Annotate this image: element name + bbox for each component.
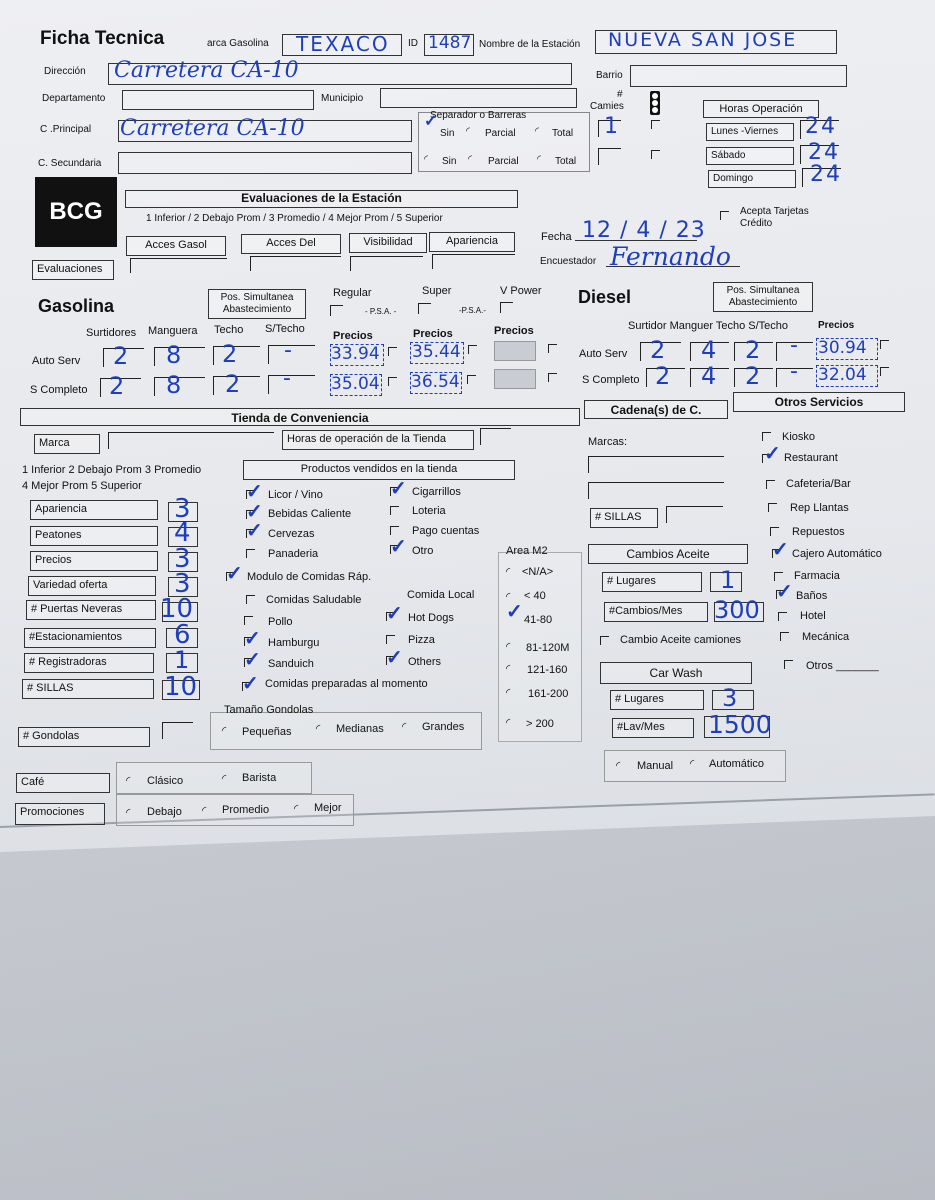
rating-sillas-label: # SILLAS [22,679,154,699]
gas-auto-super-check[interactable] [468,345,477,354]
preparadas-check-icon: ✓ [242,673,259,695]
tam-medianas-radio[interactable]: ◜ [316,723,321,735]
promo-promedio-radio[interactable]: ◜ [202,805,207,817]
cafe-label: Café [16,773,110,793]
diesel-auto-manguera: 4 [701,336,719,364]
prod-licor-check-icon: ✓ [246,481,263,503]
otros-banos: Baños [796,590,828,602]
c-secundaria-field[interactable] [118,152,412,174]
gas-full-stecho: - [283,366,293,391]
rating-estacionamientos-value: 6 [174,620,193,650]
promo-mejor: Mejor [314,802,342,814]
diesel-full-manguera: 4 [701,362,719,390]
cadena-marca-1-field[interactable] [588,456,724,473]
lav-mes-label: #Lav/Mes [612,718,694,738]
diesel-precios: Precios [818,320,855,331]
tienda-title: Tienda de Conveniencia [20,408,580,426]
carwash-title: Car Wash [600,662,752,684]
gas-auto-vpower-check[interactable] [548,344,557,353]
evaluaciones-title: Evaluaciones de la Estación [125,190,518,208]
otros-rep-llantas-check[interactable] [768,503,777,512]
otros-otros-check[interactable] [784,660,793,669]
gas-auto-stecho: - [284,338,294,363]
eval-visibilidad-field[interactable] [350,256,423,271]
gas-auto-super: 35.44 [412,342,461,362]
camiones2-check[interactable] [651,150,660,159]
otros-otros: Otros _______ [806,660,879,672]
cadena-sillas-label: # SILLAS [590,508,658,528]
food-hotdogs-label: Hot Dogs [408,612,454,624]
area-na: <N/A> [522,566,554,578]
direccion-value: Carretera CA-10 [114,58,299,83]
promociones-label: Promociones [15,803,105,825]
food-hamburgu-check-icon: ✓ [244,628,261,650]
food-hamburgu-label: Hamburgu [268,637,320,649]
otros-repuestos: Repuestos [792,526,845,538]
tienda-horas-label: Horas de operación de la Tienda [282,430,474,450]
cadena-marca-2-field[interactable] [588,482,724,499]
diesel-full-techo: 2 [745,362,763,390]
eval-col-apariencia: Apariencia [429,232,515,252]
otros-repuestos-check[interactable] [770,527,779,536]
modulo-label: Modulo de Comidas Ráp. [247,571,372,583]
area-label: Area M2 [506,545,548,557]
area-81-radio[interactable]: ◜ [506,641,511,653]
traffic-light-icon [646,90,664,116]
id-value: 1487 [428,33,472,53]
prod-loteria-check[interactable] [390,506,399,515]
gas-vpower-psa-check[interactable] [500,302,513,313]
gas-full-vpower-check[interactable] [548,373,557,382]
rating-registradoras-label: # Registradoras [24,653,154,673]
gas-super-label: Super [422,285,452,297]
horas-sab-value: 24 [808,140,840,165]
gas-auto-manguera: 8 [166,341,184,369]
diesel-full-price: 32.04 [818,365,867,385]
gas-auto-label: Auto Serv [32,355,81,367]
gas-precios-regular: Precios [333,330,373,342]
area-161: 161-200 [528,688,569,700]
cambios-lugares-label: # Lugares [602,572,702,592]
prod-cervezas-label: Cervezas [268,528,315,540]
sep2-sin[interactable]: Sin [442,156,457,167]
tam-pequenas-radio[interactable]: ◜ [222,725,227,737]
area-200-radio[interactable]: ◜ [506,717,511,729]
gas-col-surtidores: Surtidores [86,327,137,339]
camiones2-field[interactable] [598,148,621,165]
diesel-full-check[interactable] [880,367,889,376]
rating-sillas-value: 10 [164,672,198,702]
otros-kiosko: Kiosko [782,431,816,443]
barrio-field[interactable] [630,65,847,87]
encuestador-label: Encuestador [540,256,597,267]
diesel-auto-surtidor: 2 [650,336,668,364]
diesel-title: Diesel [578,287,632,307]
lav-mes-value: 1500 [708,710,772,739]
c-principal-label: C .Principal [40,124,92,135]
otros-farmacia-check[interactable] [774,572,783,581]
rating-apariencia-value: 3 [174,494,193,524]
cw-automatico-radio[interactable]: ◜ [690,758,695,770]
prod-cigarrillos-check-icon: ✓ [390,478,407,500]
area-40: < 40 [524,590,546,602]
horas-dom-label: Domingo [708,170,796,188]
prod-cigarrillos-label: Cigarrillos [412,486,461,498]
prod-pago-label: Pago cuentas [412,525,480,537]
food-pollo-label: Pollo [268,616,293,628]
cambios-title: Cambios Aceite [588,544,748,564]
cw-lugares-label: # Lugares [610,690,704,710]
gas-super-psa-check[interactable] [418,303,431,314]
eval-col-visibilidad: Visibilidad [349,233,427,253]
marca-label: arca Gasolina [207,38,269,49]
sep2-total-radio[interactable]: ◜ [537,154,541,165]
eval-acces-gasol-field[interactable] [130,258,227,273]
gas-col-techo: Techo [214,324,244,336]
evaluaciones-scale: 1 Inferior / 2 Debajo Prom / 3 Promedio / 4 Mejor Prom / 5 Superior [146,213,443,224]
saludable-label: Comidas Saludable [266,594,362,606]
horas-lv-label: Lunes -Viernes [706,123,794,141]
acepta-label-1: Acepta Tarjetas [740,206,809,217]
prod-loteria-label: Loteria [412,505,446,517]
eval-col-acces-del: Acces Del [241,234,341,254]
prod-pago-check[interactable] [390,526,399,535]
gas-auto-surtidores: 2 [113,342,131,370]
cambio-camiones-label: Cambio Aceite camiones [620,634,742,646]
rating-peatones-value: 4 [174,518,193,548]
diesel-auto-stecho: - [790,333,800,358]
modulo-check-icon: ✓ [226,563,243,585]
gondolas-label: # Gondolas [18,727,150,747]
sep2-parcial-radio[interactable]: ◜ [468,154,472,165]
gas-auto-regular-check[interactable] [388,347,397,356]
preparadas-label: Comidas preparadas al momento [265,678,428,690]
gas-full-super-check[interactable] [467,375,476,384]
otros-hotel: Hotel [800,610,826,622]
gas-full-vpower-field[interactable] [494,369,536,389]
gas-regular-psa: - P.S.A. - [365,307,397,316]
prod-bebidas-check-icon: ✓ [246,501,263,523]
otros-cajero: Cajero Automático [792,548,882,560]
diesel-pos-sim-1: Pos. Simultanea [726,285,800,296]
sep-parcial-radio[interactable]: ◜ [466,126,470,137]
evaluaciones-row-label: Evaluaciones [32,260,114,280]
c-secundaria-label: C. Secundaria [38,158,102,169]
gas-full-super: 36.54 [411,372,460,392]
prod-cervezas-check-icon: ✓ [246,520,263,542]
diesel-full-surtidor: 2 [655,362,673,390]
nombre-label: Nombre de la Estación [479,39,581,50]
direccion-label: Dirección [44,66,86,77]
tam-gondolas-label: Tamaño Gondolas [224,704,314,716]
area-161-radio[interactable]: ◜ [506,687,511,699]
gas-col-stecho: S/Techo [265,323,305,335]
cw-manual-radio[interactable]: ◜ [616,760,621,772]
cambio-camiones-check[interactable] [600,636,609,645]
area-200: > 200 [526,718,554,730]
gas-vpower-label: V Power [500,285,542,297]
rating-apariencia-label: Apariencia [30,500,158,520]
otros-restaurant-check-icon: ✓ [764,443,781,465]
diesel-auto-techo: 2 [745,336,763,364]
horas-sab-label: Sábado [706,147,794,165]
gas-precios-vpower: Precios [494,325,534,337]
otros-mecanica: Mecánica [802,631,850,643]
prod-otro-check-icon: ✓ [390,536,407,558]
tienda-scale-2: 4 Mejor Prom 5 Superior [22,480,142,492]
otros-rep-llantas: Rep Llantas [790,502,849,514]
eval-acces-del-field[interactable] [250,256,341,271]
gas-regular-label: Regular [333,287,372,299]
rating-variedad-label: Variedad oferta [28,576,156,596]
municipio-field[interactable] [380,88,577,108]
camiones-label-1: # [617,89,623,100]
gas-pos-sim-1: Pos. Simultanea [220,292,294,303]
cafe-barista-radio[interactable]: ◜ [222,773,227,785]
gas-full-techo: 2 [225,370,243,398]
camiones-label-2: Camies [590,101,624,112]
otros-cajero-check-icon: ✓ [772,539,789,561]
cambios-mes-value: 300 [714,596,760,624]
area-121-radio[interactable]: ◜ [506,663,511,675]
cadena-title: Cadena(s) de C. [584,400,728,419]
departamento-field[interactable] [122,90,314,110]
barrio-label: Barrio [596,70,623,81]
cw-automatico: Automático [709,758,765,770]
sep-parcial[interactable]: Parcial [485,128,516,139]
promo-mejor-radio[interactable]: ◜ [294,803,299,815]
cafe-clasico-radio[interactable]: ◜ [126,775,131,787]
camiones-value: 1 [604,114,620,139]
food-others-check-icon: ✓ [386,647,403,669]
sep2-parcial[interactable]: Parcial [488,156,519,167]
prod-panaderia-check[interactable] [246,549,255,558]
otros-restaurant: Restaurant [784,452,838,464]
tam-grandes-radio[interactable]: ◜ [402,721,407,733]
otros-cafeteria-check[interactable] [766,480,775,489]
area-na-radio[interactable]: ◜ [506,566,511,578]
promo-debajo-radio[interactable]: ◜ [126,807,131,819]
cw-manual: Manual [637,760,674,772]
gas-pos-sim-2: Abastecimiento [222,304,292,315]
diesel-pos-sim-2: Abastecimiento [728,297,798,308]
sep2-sin-radio[interactable]: ◜ [424,154,428,165]
area-81: 81-120M [526,642,570,654]
area-121: 121-160 [527,664,568,676]
diesel-pos-sim [713,282,813,312]
prod-otro-label: Otro [412,545,434,557]
diesel-auto-check[interactable] [880,340,889,349]
rating-estacionamientos-label: #Estacionamientos [24,628,156,648]
rating-puertas-label: # Puertas Neveras [26,600,156,620]
gas-full-regular: 35.04 [331,374,380,394]
food-sanduich-check-icon: ✓ [244,649,261,671]
cafe-clasico: Clásico [147,775,184,787]
prod-licor-label: Licor / Vino [268,489,323,501]
horas-title: Horas Operación [703,100,819,118]
rating-puertas-value: 10 [160,594,194,624]
otros-mecanica-check[interactable] [780,632,789,641]
gas-full-label: S Completo [30,384,88,396]
area-41-80[interactable]: 41-80 [524,614,553,626]
horas-lv-value: 24 [805,114,837,139]
cambios-lugares-value: 1 [720,566,738,594]
id-label: ID [408,38,418,49]
comida-local-label: Comida Local [407,589,475,601]
gas-full-regular-check[interactable] [388,377,397,386]
cambios-mes-label: #Cambios/Mes [604,602,708,622]
food-pizza-label: Pizza [408,634,435,646]
otros-kiosko-check[interactable] [762,432,771,441]
sep2-total[interactable]: Total [555,156,577,167]
food-hotdogs-check-icon: ✓ [386,603,403,625]
diesel-full-stecho: - [790,359,800,384]
otros-banos-check-icon: ✓ [776,581,793,603]
gas-precios-super: Precios [413,328,453,340]
eval-col-acces-gasol: Acces Gasol [126,236,226,256]
gas-auto-techo: 2 [222,340,240,368]
tam-pequenas: Pequeñas [242,726,292,738]
promo-promedio: Promedio [222,804,270,816]
area-40-radio[interactable]: ◜ [506,591,511,603]
otros-title: Otros Servicios [733,392,905,412]
gas-col-manguera: Manguera [148,325,198,337]
separador-sin-check-icon: ✓ [424,113,438,130]
tienda-horas-field[interactable] [480,428,511,445]
tam-grandes: Grandes [422,721,465,733]
tienda-scale-1: 1 Inferior 2 Debajo Prom 3 Promedio [22,464,202,476]
rating-peatones-label: Peatones [30,526,158,546]
gas-auto-regular: 33.94 [331,344,380,364]
gas-regular-psa-check[interactable] [330,305,343,316]
horas-dom-value: 24 [810,162,842,187]
food-others-label: Others [408,656,442,668]
tienda-marca-label: Marca [34,434,100,454]
departamento-label: Departamento [42,93,106,104]
gas-pos-sim [208,289,306,319]
food-sanduich-label: Sanduich [268,658,314,670]
gondolas-field[interactable] [162,722,193,739]
prod-bebidas-label: Bebidas Caliente [268,508,352,520]
otros-farmacia: Farmacia [794,570,840,582]
diesel-auto-label: Auto Serv [579,348,628,360]
sep-sin[interactable]: Sin [440,128,455,139]
gas-full-surtidores: 2 [109,372,127,400]
saludable-check[interactable] [246,595,255,604]
food-pollo-check[interactable] [244,616,253,625]
acepta-label-2: Crédito [740,218,773,229]
tienda-marca-field[interactable] [108,432,274,449]
promo-debajo: Debajo [147,806,182,818]
cadena-marcas-label: Marcas: [588,436,628,448]
camiones-check[interactable] [651,120,660,129]
cafe-group [116,762,312,794]
marca-value: TEXACO [296,32,390,56]
rating-variedad-value: 3 [174,569,193,599]
municipio-label: Municipio [321,93,364,104]
cafe-barista: Barista [242,772,277,784]
food-pizza-check[interactable] [386,635,395,644]
rating-precios-label: Precios [30,551,158,571]
rating-registradoras-value: 1 [174,646,192,674]
diesel-auto-price: 30.94 [818,338,867,358]
diesel-full-label: S Completo [582,374,640,386]
gas-super-psa: -P.S.A.- [459,306,486,315]
form-title: Ficha Tecnica [40,28,165,49]
area-41-80-check-icon: ✓ [506,601,523,623]
gasolina-title: Gasolina [38,296,115,316]
cw-lugares-value: 3 [722,684,740,712]
cadena-sillas-field[interactable] [666,506,723,523]
fecha-value: 12 / 4 / 23 [582,218,706,243]
prod-panaderia-label: Panaderia [268,548,319,560]
fecha-label: Fecha [541,231,572,243]
sep-total-radio[interactable]: ◜ [535,126,539,137]
separador-label: Separador o Barreras [430,110,527,121]
diesel-cols: Surtidor Manguer Techo S/Techo [628,320,788,332]
gas-auto-vpower-field[interactable] [494,341,536,361]
c-principal-value: Carretera CA-10 [120,116,305,141]
otros-cafeteria: Cafeteria/Bar [786,478,851,490]
rating-precios-value: 3 [174,544,193,574]
otros-hotel-check[interactable] [778,612,787,621]
sep-total[interactable]: Total [552,128,574,139]
tam-medianas: Medianas [336,723,384,735]
gas-full-manguera: 8 [166,371,184,399]
tienda-productos-title: Productos vendidos en la tienda [243,460,515,480]
acepta-tarjetas-check[interactable] [720,211,729,220]
bcg-logo: BCG [35,177,117,247]
encuestador-value: Fernando [610,242,731,271]
nombre-value: NUEVA SAN JOSE [608,29,798,51]
eval-apariencia-field[interactable] [432,254,515,269]
